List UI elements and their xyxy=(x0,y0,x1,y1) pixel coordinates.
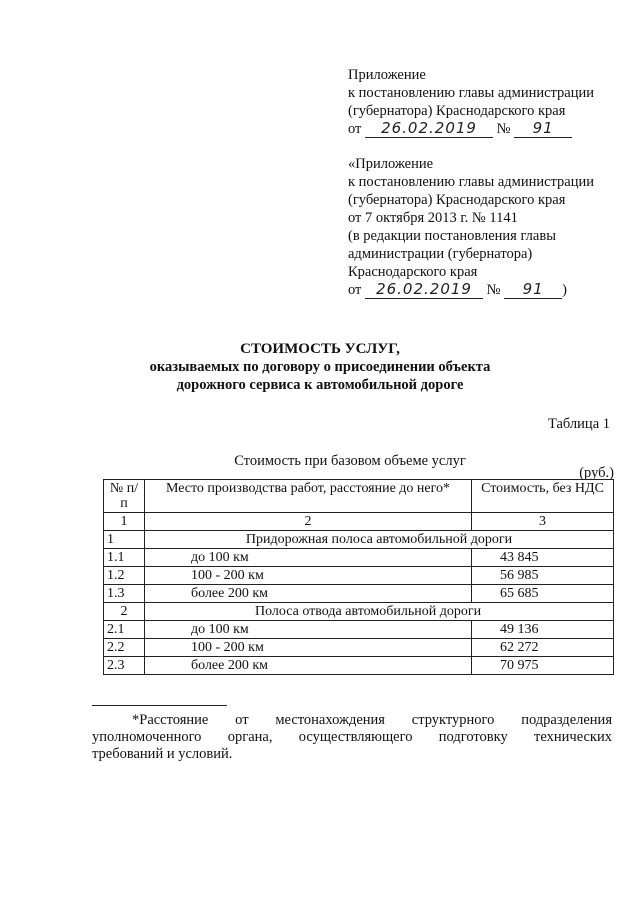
table-row xyxy=(104,621,614,639)
row-num: 2.1 xyxy=(104,621,145,639)
row-num: 1.2 xyxy=(104,567,145,585)
row-num: 2.3 xyxy=(104,657,145,675)
table-index-row xyxy=(104,513,614,531)
document-title xyxy=(0,340,640,394)
appendix-date-line xyxy=(348,120,638,138)
row-place: до 100 км xyxy=(145,549,472,567)
row-place: до 100 км xyxy=(145,621,472,639)
title-line-3: дорожного сервиса к автомобильной дороге xyxy=(176,377,464,393)
appendix-header-1 xyxy=(348,66,638,138)
row-num: 2.2 xyxy=(104,639,145,657)
appendix-line: администрации (губернатора) xyxy=(348,246,533,262)
appendix-line: Краснодарского края xyxy=(348,264,478,280)
appendix-line: «Приложение xyxy=(348,156,434,172)
table-row xyxy=(104,567,614,585)
index-cell: 1 xyxy=(104,513,145,531)
section-num: 1 xyxy=(104,531,145,549)
row-cost: 70 975 xyxy=(472,657,614,675)
table-header-row xyxy=(104,480,614,513)
handwritten-number: 91 xyxy=(504,281,562,299)
table-caption: Стоимость при базовом объеме услуг xyxy=(234,453,466,469)
appendix-date-line xyxy=(348,281,638,299)
index-cell: 2 xyxy=(145,513,472,531)
appendix-line: (в редакции постановления главы xyxy=(348,228,556,244)
footnote-line-2: уполномоченного органа, осуществляющего подготовку технических xyxy=(92,729,612,745)
table-number: Таблица 1 xyxy=(547,416,610,432)
section-title: Придорожная полоса автомобильной дороги xyxy=(145,531,614,549)
handwritten-date: 26.02.2019 xyxy=(365,120,493,138)
number-prefix: № xyxy=(486,282,501,298)
date-prefix: от xyxy=(348,282,362,298)
row-cost: 62 272 xyxy=(472,639,614,657)
handwritten-date: 26.02.2019 xyxy=(365,281,483,299)
appendix-line: (губернатора) Краснодарского края xyxy=(348,192,566,208)
section-row xyxy=(104,603,614,621)
closing-paren: ) xyxy=(562,282,567,298)
date-prefix: от xyxy=(348,121,362,137)
table-row xyxy=(104,585,614,603)
footnote-divider xyxy=(92,705,227,706)
title-line-2: оказываемых по договору о присоединении объекта xyxy=(149,359,491,375)
index-cell: 3 xyxy=(472,513,614,531)
table-row xyxy=(104,657,614,675)
footnote-line-3: требований и условий. xyxy=(92,746,233,762)
row-place: 100 - 200 км xyxy=(145,567,472,585)
table-row xyxy=(104,639,614,657)
title-line-1: СТОИМОСТЬ УСЛУГ, xyxy=(240,341,400,357)
footnote-line-1: *Расстояние от местонахождения структурного подразделения xyxy=(132,712,612,728)
row-num: 1.1 xyxy=(104,549,145,567)
header-cost: Стоимость, без НДС xyxy=(472,480,614,513)
row-place: более 200 км xyxy=(145,585,472,603)
row-cost: 56 985 xyxy=(472,567,614,585)
row-place: 100 - 200 км xyxy=(145,639,472,657)
number-prefix: № xyxy=(496,121,511,137)
appendix-line: к постановлению главы администрации xyxy=(348,85,595,101)
currency-unit: (руб.) xyxy=(579,465,614,481)
row-place: более 200 км xyxy=(145,657,472,675)
handwritten-number: 91 xyxy=(514,120,572,138)
appendix-line: от 7 октября 2013 г. № 1141 xyxy=(348,210,518,226)
table-row xyxy=(104,549,614,567)
row-cost: 49 136 xyxy=(472,621,614,639)
header-place: Место производства работ, расстояние до него* xyxy=(145,480,472,513)
appendix-line: к постановлению главы администрации xyxy=(348,174,595,190)
header-num: № п/п xyxy=(104,480,145,513)
cost-table xyxy=(103,479,614,675)
row-cost: 43 845 xyxy=(472,549,614,567)
row-cost: 65 685 xyxy=(472,585,614,603)
appendix-line: (губернатора) Краснодарского края xyxy=(348,103,566,119)
row-num: 1.3 xyxy=(104,585,145,603)
appendix-line: Приложение xyxy=(348,67,426,83)
section-title: Полоса отвода автомобильной дороги xyxy=(145,603,614,621)
footnote xyxy=(92,712,612,763)
section-row xyxy=(104,531,614,549)
section-num: 2 xyxy=(104,603,145,621)
appendix-header-2 xyxy=(348,155,638,299)
